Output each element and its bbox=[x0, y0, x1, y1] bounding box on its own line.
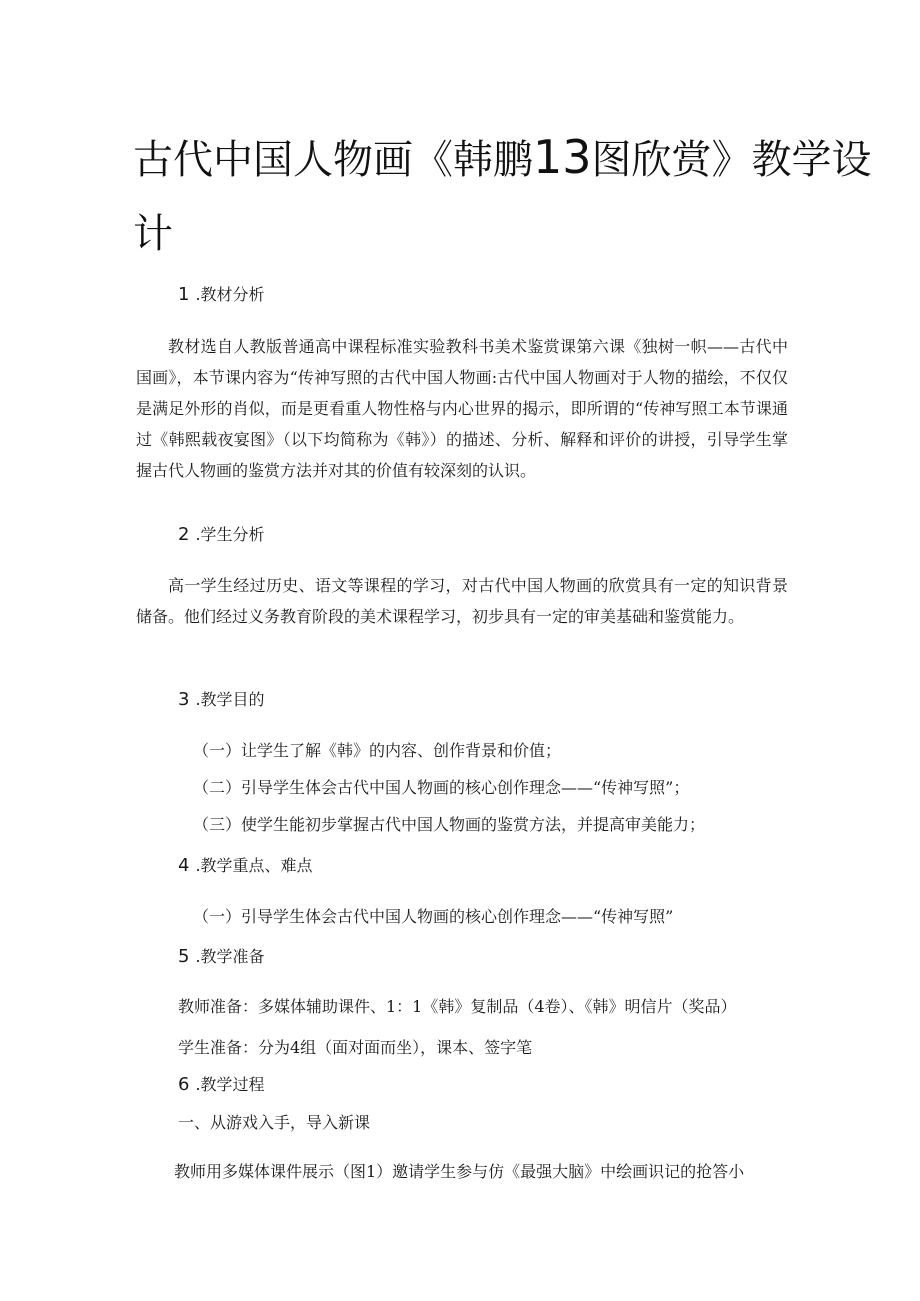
title-suffix: 图欣赏》教学设 bbox=[591, 137, 872, 183]
section-title: .学生分析 bbox=[195, 525, 265, 544]
section-heading-objectives bbox=[178, 691, 265, 709]
document-title-continued: 计 bbox=[133, 211, 173, 257]
process-subheading: 一、从游戏入手，导入新课 bbox=[178, 1113, 371, 1132]
student-preparation: 学生准备：分为4组（面对面而坐），课本、签字笔 bbox=[178, 1038, 533, 1057]
section-number: 6 bbox=[178, 1074, 190, 1095]
objective-item: （三）使学生能初步掌握古代中国人物画的鉴赏方法，并提高审美能力； bbox=[193, 815, 706, 834]
section-title: .教学目的 bbox=[195, 690, 265, 709]
section-number: 3 bbox=[178, 689, 190, 710]
section-heading-students bbox=[178, 526, 265, 544]
section-heading-process bbox=[178, 1076, 265, 1094]
section-heading-materials bbox=[178, 286, 265, 304]
paragraph-students: 高一学生经过历史、语文等课程的学习，对古代中国人物画的欣赏具有一定的知识背景储备。他们经过义务教育阶段的美术课程学习，初步具有一定的审美基础和鉴赏能力。 bbox=[136, 576, 788, 626]
section-title: .教学重点、难点 bbox=[195, 856, 313, 875]
objective-item: （一）让学生了解《韩》的内容、创作背景和价值； bbox=[193, 741, 562, 760]
section-title: .教学准备 bbox=[195, 947, 265, 966]
section-number: 2 bbox=[178, 524, 190, 545]
title-number: 13 bbox=[533, 130, 592, 184]
section-heading-preparation bbox=[178, 948, 265, 966]
objective-item: （二）引导学生体会古代中国人物画的核心创作理念——“传神写照”； bbox=[193, 778, 690, 797]
section-number: 5 bbox=[178, 946, 190, 967]
paragraph-materials: 教材选自人教版普通高中课程标准实验教科书美术鉴赏课第六课《独树一帜——古代中国画》，本节课内容为“传神写照的古代中国人物画:古代中国人物画对于人物的描绘，不仅仅是满足外形的肖似，而是更看重人物性格与内心世界的揭示，即所谓的“传神写照工本节课通过《韩熙载夜宴图》（以下均简称为《韩》）的描述、分析、解释和评价的讲授，引导学生掌握古代人物画的鉴赏方法并对其的价值有较深刻的认识。 bbox=[136, 337, 788, 480]
document-title bbox=[133, 130, 872, 184]
section-heading-key-points bbox=[178, 857, 313, 875]
teacher-preparation: 教师准备：多媒体辅助课件、1：1《韩》复制品（4卷）、《韩》明信片（奖品） bbox=[178, 997, 737, 1016]
title-prefix: 古代中国人物画《韩鹏 bbox=[133, 137, 533, 183]
section-number: 1 bbox=[178, 284, 190, 305]
process-paragraph: 教师用多媒体课件展示（图1）邀请学生参与仿《最强大脑》中绘画识记的抢答小 bbox=[174, 1162, 745, 1181]
section-title: .教学过程 bbox=[195, 1075, 265, 1094]
key-point-item: （一）引导学生体会古代中国人物画的核心创作理念——“传神写照” bbox=[193, 907, 674, 926]
section-number: 4 bbox=[178, 855, 190, 876]
section-title: .教材分析 bbox=[195, 285, 265, 304]
